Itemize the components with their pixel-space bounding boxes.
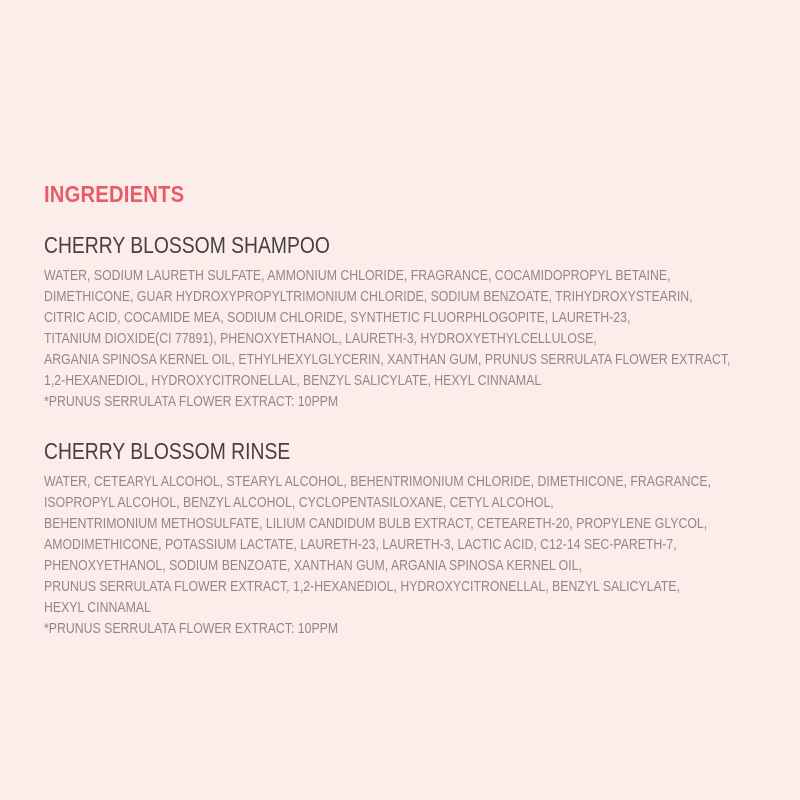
ingredient-line: WATER, SODIUM LAURETH SULFATE, AMMONIUM CHLORIDE, FRAGRANCE, COCAMIDOPROPYL BETAINE, [44, 267, 671, 284]
ingredient-line: ISOPROPYL ALCOHOL, BENZYL ALCOHOL, CYCLOPENTASILOXANE, CETYL ALCOHOL, [44, 494, 554, 511]
section-rinse [44, 438, 800, 639]
ingredient-line: AMODIMETHICONE, POTASSIUM LACTATE, LAURETH-23, LAURETH-3, LACTIC ACID, C12-14 SEC-PARETH-7, [44, 536, 677, 553]
section-title-rinse: CHERRY BLOSSOM RINSE [44, 438, 291, 464]
ingredient-list-shampoo [44, 265, 800, 412]
ingredient-line: CITRIC ACID, COCAMIDE MEA, SODIUM CHLORIDE, SYNTHETIC FLUORPHLOGOPITE, LAURETH-23, [44, 309, 631, 326]
ingredient-line: HEXYL CINNAMAL [44, 599, 151, 616]
page-title: INGREDIENTS [44, 181, 185, 207]
section-shampoo [44, 232, 800, 412]
ingredient-line: PRUNUS SERRULATA FLOWER EXTRACT, 1,2-HEXANEDIOL, HYDROXYCITRONELLAL, BENZYL SALICYLATE, [44, 578, 680, 595]
ingredient-footnote: *PRUNUS SERRULATA FLOWER EXTRACT: 10PPM [44, 393, 339, 410]
ingredient-line: WATER, CETEARYL ALCOHOL, STEARYL ALCOHOL, BEHENTRIMONIUM CHLORIDE, DIMETHICONE, FRAGRANCE, [44, 473, 712, 490]
ingredient-line: 1,2-HEXANEDIOL, HYDROXYCITRONELLAL, BENZYL SALICYLATE, HEXYL CINNAMAL [44, 372, 542, 389]
ingredient-line: TITANIUM DIOXIDE(CI 77891), PHENOXYETHANOL, LAURETH-3, HYDROXYETHYLCELLULOSE, [44, 330, 597, 347]
section-title-shampoo: CHERRY BLOSSOM SHAMPOO [44, 232, 330, 258]
ingredient-footnote: *PRUNUS SERRULATA FLOWER EXTRACT: 10PPM [44, 620, 339, 637]
ingredient-line: ARGANIA SPINOSA KERNEL OIL, ETHYLHEXYLGLYCERIN, XANTHAN GUM, PRUNUS SERRULATA FLOWER EXTRACT, [44, 351, 731, 368]
ingredient-list-rinse [44, 471, 800, 639]
ingredient-line: BEHENTRIMONIUM METHOSULFATE, LILIUM CANDIDUM BULB EXTRACT, CETEARETH-20, PROPYLENE GLYCOL, [44, 515, 708, 532]
ingredient-line: DIMETHICONE, GUAR HYDROXYPROPYLTRIMONIUM CHLORIDE, SODIUM BENZOATE, TRIHYDROXYSTEARIN, [44, 288, 693, 305]
ingredient-line: PHENOXYETHANOL, SODIUM BENZOATE, XANTHAN GUM, ARGANIA SPINOSA KERNEL OIL, [44, 557, 582, 574]
